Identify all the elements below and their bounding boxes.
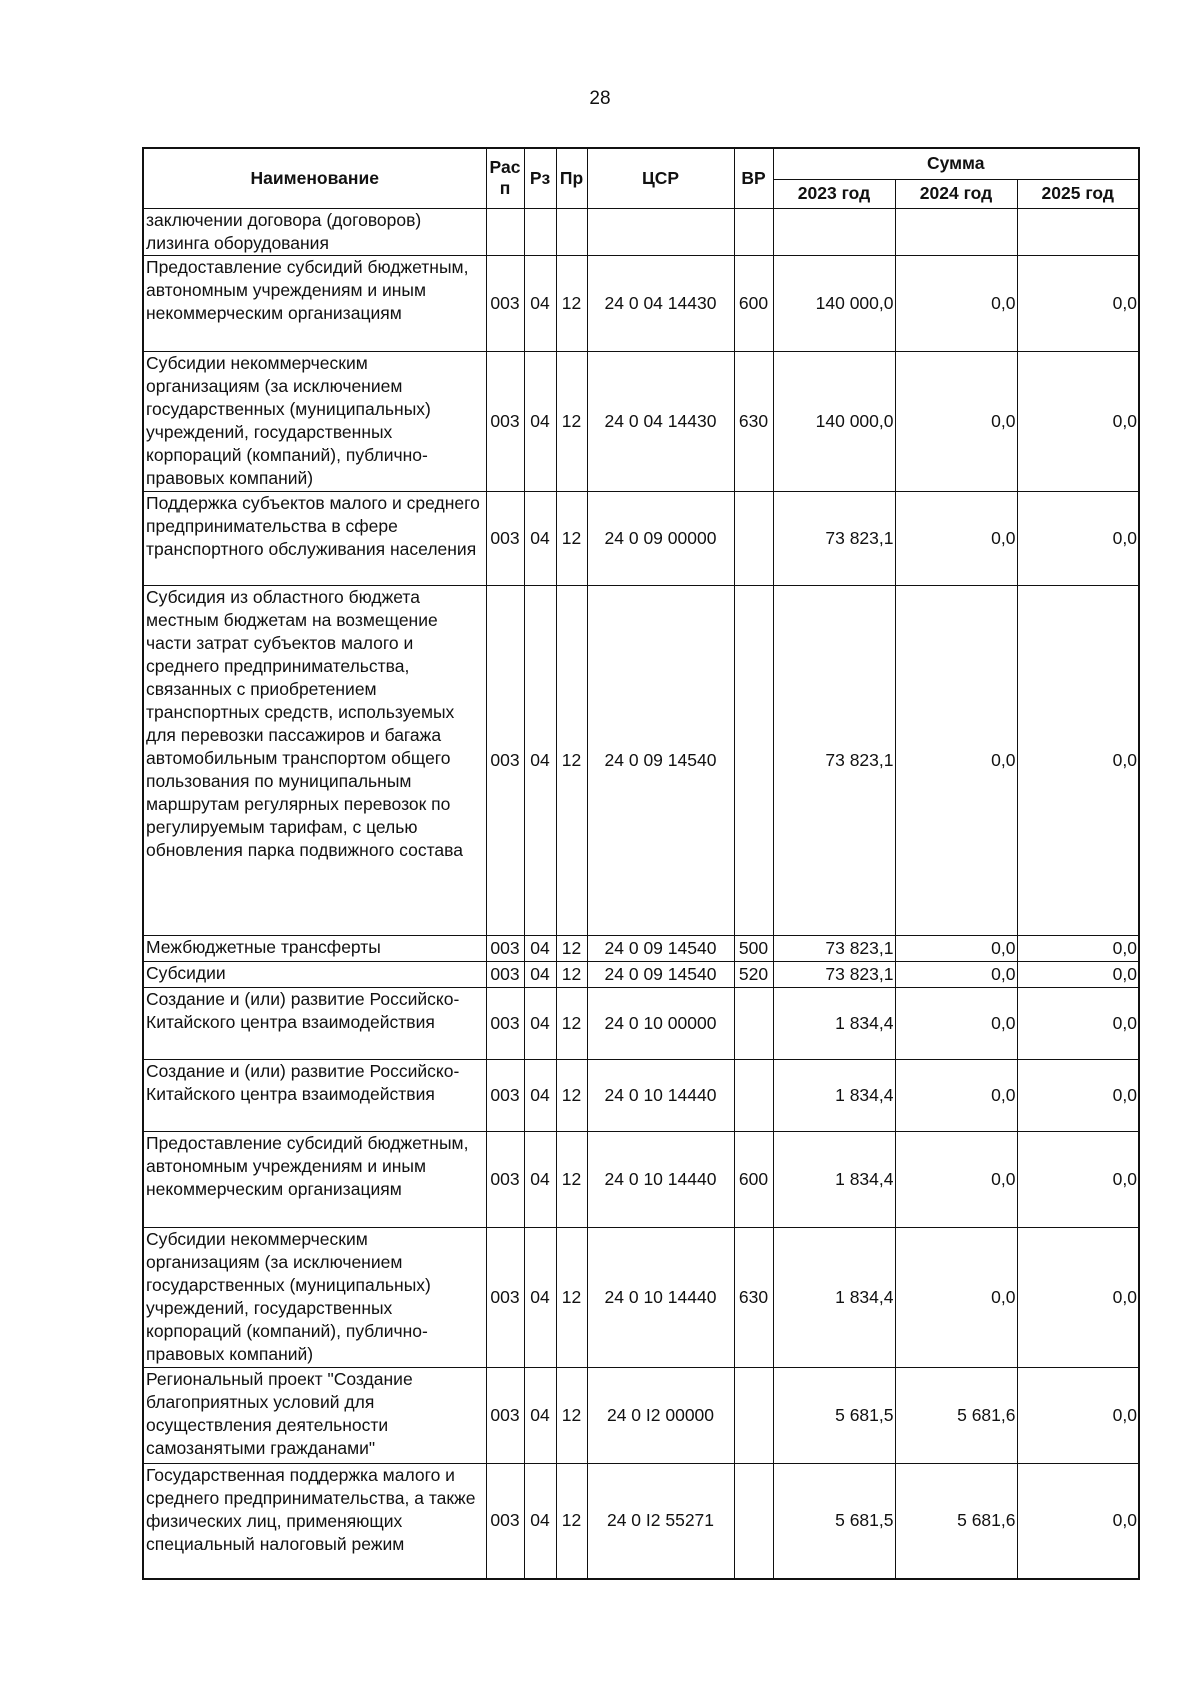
table-body — [143, 208, 1139, 1579]
vr-cell: 630 — [734, 1227, 773, 1367]
csr-cell — [587, 208, 734, 255]
rz-cell: 04 — [524, 491, 556, 585]
rasp-cell — [486, 208, 524, 255]
csr-cell: 24 0 10 14440 — [587, 1131, 734, 1227]
name-cell: Создание и (или) развитие Российско-Китайского центра взаимодействия — [143, 1059, 486, 1131]
name-cell: Создание и (или) развитие Российско-Китайского центра взаимодействия — [143, 987, 486, 1059]
vr-cell — [734, 491, 773, 585]
pr-cell: 12 — [556, 255, 587, 351]
amount-2024-cell: 0,0 — [895, 491, 1017, 585]
header-year-2023: 2023 год — [773, 179, 895, 208]
rz-cell: 04 — [524, 935, 556, 961]
pr-cell: 12 — [556, 987, 587, 1059]
vr-cell: 600 — [734, 1131, 773, 1227]
amount-2025-cell: 0,0 — [1017, 1131, 1139, 1227]
budget-table — [142, 147, 1140, 1580]
header-csr: ЦСР — [587, 148, 734, 208]
rasp-cell: 003 — [486, 987, 524, 1059]
amount-2024-cell: 0,0 — [895, 351, 1017, 491]
amount-2024-cell: 0,0 — [895, 935, 1017, 961]
vr-cell: 500 — [734, 935, 773, 961]
rz-cell: 04 — [524, 1463, 556, 1579]
header-sum: Сумма — [773, 148, 1139, 179]
name-cell: Субсидия из областного бюджета местным бюджетам на возмещение части затрат субъектов малого и среднего предпринимательства, связанных с приобретением транспортных средств, используемых для перевозки пассажиров и багажа автомобильным транспортом общего пользования по муниципальным маршрутам регулярных перевозок по регулируемым тарифам, с целью обновления парка подвижного состава — [143, 585, 486, 935]
amount-2023-cell: 1 834,4 — [773, 1227, 895, 1367]
vr-cell — [734, 1367, 773, 1463]
amount-2023-cell: 73 823,1 — [773, 585, 895, 935]
name-cell: Субсидии некоммерческим организациям (за исключением государственных (муниципальных) учреждений, государственных корпораций (компаний), публично-правовых компаний) — [143, 1227, 486, 1367]
amount-2023-cell: 1 834,4 — [773, 1131, 895, 1227]
amount-2024-cell: 0,0 — [895, 1059, 1017, 1131]
pr-cell: 12 — [556, 1367, 587, 1463]
vr-cell: 520 — [734, 961, 773, 987]
vr-cell — [734, 585, 773, 935]
rz-cell: 04 — [524, 987, 556, 1059]
table-row — [143, 935, 1139, 961]
rz-cell: 04 — [524, 961, 556, 987]
amount-2025-cell: 0,0 — [1017, 351, 1139, 491]
rasp-cell: 003 — [486, 351, 524, 491]
rasp-cell: 003 — [486, 1463, 524, 1579]
table-row — [143, 1367, 1139, 1463]
amount-2025-cell: 0,0 — [1017, 961, 1139, 987]
table-row — [143, 351, 1139, 491]
page-number: 28 — [589, 88, 611, 109]
amount-2023-cell: 73 823,1 — [773, 935, 895, 961]
rz-cell: 04 — [524, 255, 556, 351]
csr-cell: 24 0 I2 00000 — [587, 1367, 734, 1463]
amount-2024-cell: 5 681,6 — [895, 1463, 1017, 1579]
amount-2024-cell: 0,0 — [895, 1131, 1017, 1227]
header-pr: Пр — [556, 148, 587, 208]
rz-cell: 04 — [524, 585, 556, 935]
table-row — [143, 1131, 1139, 1227]
pr-cell: 12 — [556, 961, 587, 987]
rasp-cell: 003 — [486, 935, 524, 961]
vr-cell: 600 — [734, 255, 773, 351]
amount-2025-cell: 0,0 — [1017, 1463, 1139, 1579]
pr-cell: 12 — [556, 1131, 587, 1227]
rz-cell: 04 — [524, 1131, 556, 1227]
header-rasp: Рас п — [486, 148, 524, 208]
name-cell: Поддержка субъектов малого и среднего предпринимательства в сфере транспортного обслуживания населения — [143, 491, 486, 585]
table-row — [143, 585, 1139, 935]
amount-2024-cell: 0,0 — [895, 987, 1017, 1059]
amount-2025-cell — [1017, 208, 1139, 255]
amount-2024-cell: 0,0 — [895, 961, 1017, 987]
header-vr: ВР — [734, 148, 773, 208]
table-row — [143, 255, 1139, 351]
amount-2023-cell: 5 681,5 — [773, 1463, 895, 1579]
amount-2024-cell — [895, 208, 1017, 255]
amount-2023-cell: 140 000,0 — [773, 255, 895, 351]
pr-cell: 12 — [556, 1227, 587, 1367]
csr-cell: 24 0 09 14540 — [587, 961, 734, 987]
amount-2025-cell: 0,0 — [1017, 1059, 1139, 1131]
table-row — [143, 1059, 1139, 1131]
pr-cell: 12 — [556, 491, 587, 585]
amount-2024-cell: 0,0 — [895, 585, 1017, 935]
rz-cell: 04 — [524, 1227, 556, 1367]
pr-cell: 12 — [556, 585, 587, 935]
name-cell: Субсидии некоммерческим организациям (за исключением государственных (муниципальных) учреждений, государственных корпораций (компаний), публично-правовых компаний) — [143, 351, 486, 491]
amount-2023-cell: 140 000,0 — [773, 351, 895, 491]
amount-2023-cell: 1 834,4 — [773, 1059, 895, 1131]
csr-cell: 24 0 09 14540 — [587, 585, 734, 935]
vr-cell — [734, 1463, 773, 1579]
csr-cell: 24 0 04 14430 — [587, 255, 734, 351]
amount-2025-cell: 0,0 — [1017, 255, 1139, 351]
pr-cell: 12 — [556, 1059, 587, 1131]
rasp-cell: 003 — [486, 1227, 524, 1367]
table-row — [143, 208, 1139, 255]
csr-cell: 24 0 I2 55271 — [587, 1463, 734, 1579]
rz-cell: 04 — [524, 1367, 556, 1463]
table-row — [143, 961, 1139, 987]
name-cell: Государственная поддержка малого и среднего предпринимательства, а также физических лиц, применяющих специальный налоговый режим — [143, 1463, 486, 1579]
rasp-cell: 003 — [486, 255, 524, 351]
amount-2025-cell: 0,0 — [1017, 585, 1139, 935]
header-name: Наименование — [143, 148, 486, 208]
csr-cell: 24 0 04 14430 — [587, 351, 734, 491]
pr-cell: 12 — [556, 351, 587, 491]
vr-cell: 630 — [734, 351, 773, 491]
table-row — [143, 491, 1139, 585]
name-cell: Субсидии — [143, 961, 486, 987]
header-rz: Рз — [524, 148, 556, 208]
rasp-cell: 003 — [486, 585, 524, 935]
name-cell: Межбюджетные трансферты — [143, 935, 486, 961]
csr-cell: 24 0 10 00000 — [587, 987, 734, 1059]
rz-cell — [524, 208, 556, 255]
rz-cell: 04 — [524, 351, 556, 491]
amount-2025-cell: 0,0 — [1017, 491, 1139, 585]
amount-2025-cell: 0,0 — [1017, 935, 1139, 961]
header-year-2024: 2024 год — [895, 179, 1017, 208]
table-row — [143, 1463, 1139, 1579]
csr-cell: 24 0 09 14540 — [587, 935, 734, 961]
amount-2025-cell: 0,0 — [1017, 1367, 1139, 1463]
amount-2023-cell: 5 681,5 — [773, 1367, 895, 1463]
pr-cell: 12 — [556, 935, 587, 961]
amount-2023-cell: 1 834,4 — [773, 987, 895, 1059]
amount-2024-cell: 5 681,6 — [895, 1367, 1017, 1463]
table-header — [143, 148, 1139, 208]
rasp-cell: 003 — [486, 1131, 524, 1227]
vr-cell — [734, 208, 773, 255]
pr-cell: 12 — [556, 1463, 587, 1579]
table-row — [143, 1227, 1139, 1367]
vr-cell — [734, 1059, 773, 1131]
csr-cell: 24 0 10 14440 — [587, 1059, 734, 1131]
amount-2023-cell: 73 823,1 — [773, 491, 895, 585]
name-cell: Предоставление субсидий бюджетным, автономным учреждениям и иным некоммерческим организациям — [143, 1131, 486, 1227]
name-cell: заключении договора (договоров) лизинга оборудования — [143, 208, 486, 255]
amount-2023-cell: 73 823,1 — [773, 961, 895, 987]
csr-cell: 24 0 10 14440 — [587, 1227, 734, 1367]
amount-2024-cell: 0,0 — [895, 1227, 1017, 1367]
vr-cell — [734, 987, 773, 1059]
amount-2025-cell: 0,0 — [1017, 987, 1139, 1059]
csr-cell: 24 0 09 00000 — [587, 491, 734, 585]
rasp-cell: 003 — [486, 491, 524, 585]
amount-2025-cell: 0,0 — [1017, 1227, 1139, 1367]
name-cell: Региональный проект "Создание благоприятных условий для осуществления деятельности самозанятыми гражданами" — [143, 1367, 486, 1463]
amount-2023-cell — [773, 208, 895, 255]
rasp-cell: 003 — [486, 961, 524, 987]
rz-cell: 04 — [524, 1059, 556, 1131]
header-year-2025: 2025 год — [1017, 179, 1139, 208]
table-row — [143, 987, 1139, 1059]
amount-2024-cell: 0,0 — [895, 255, 1017, 351]
rasp-cell: 003 — [486, 1367, 524, 1463]
pr-cell — [556, 208, 587, 255]
name-cell: Предоставление субсидий бюджетным, автономным учреждениям и иным некоммерческим организациям — [143, 255, 486, 351]
rasp-cell: 003 — [486, 1059, 524, 1131]
